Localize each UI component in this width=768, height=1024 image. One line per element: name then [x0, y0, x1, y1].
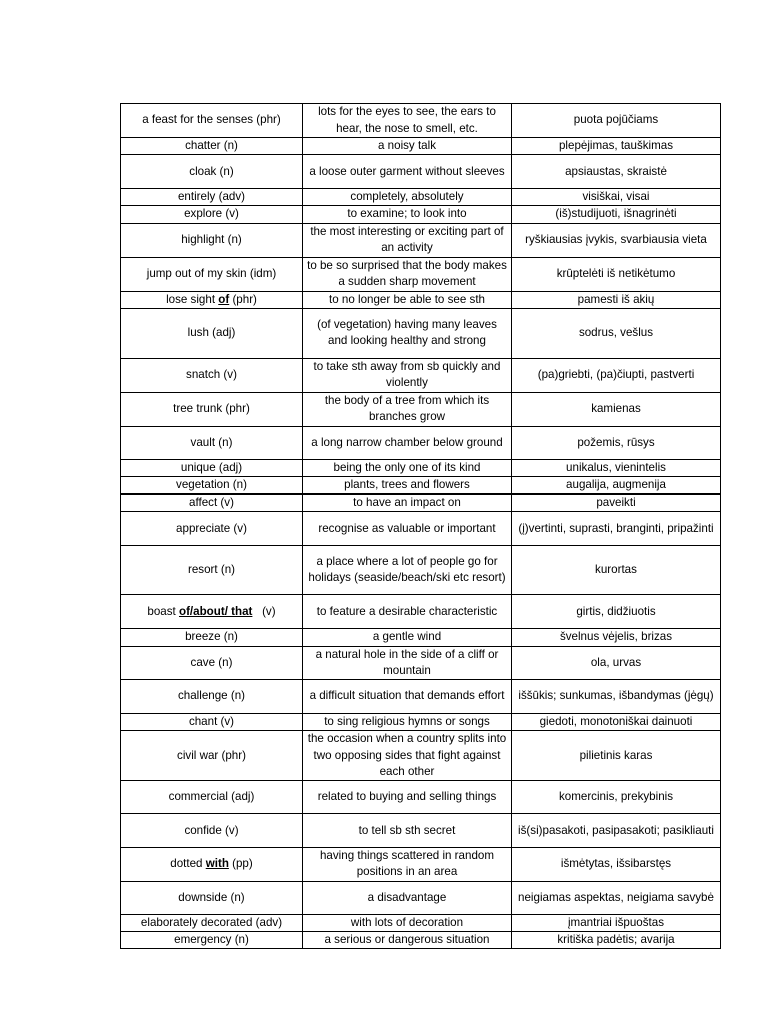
translation-cell: giedoti, monotoniškai dainuoti	[512, 714, 721, 731]
term-cell: entirely (adv)	[121, 189, 303, 206]
table-row	[121, 646, 721, 679]
table-row	[121, 629, 721, 646]
term-cell: unique (adj)	[121, 459, 303, 476]
definition-cell: plants, trees and flowers	[303, 477, 512, 495]
vocabulary-table-body	[121, 104, 721, 949]
table-row	[121, 881, 721, 914]
term-preposition: of	[218, 292, 230, 306]
translation-cell: plepėjimas, tauškimas	[512, 138, 721, 155]
definition-cell: (of vegetation) having many leaves and looking healthy and strong	[303, 308, 512, 358]
term-cell: tree trunk (phr)	[121, 392, 303, 426]
term-cell: vegetation (n)	[121, 477, 303, 495]
term-cell: a feast for the senses (phr)	[121, 104, 303, 138]
term-cell: lush (adj)	[121, 308, 303, 358]
translation-cell: kurortas	[512, 546, 721, 595]
translation-cell: požemis, rūsys	[512, 426, 721, 459]
translation-cell: (pa)griebti, (pa)čiupti, pastverti	[512, 358, 721, 392]
table-row	[121, 138, 721, 155]
term-cell: highlight (n)	[121, 223, 303, 257]
term-cell: vault (n)	[121, 426, 303, 459]
translation-cell: puota pojūčiams	[512, 104, 721, 138]
term-cell	[121, 291, 303, 308]
translation-cell: įmantriai išpuoštas	[512, 914, 721, 931]
definition-cell: having things scattered in random positions in an area	[303, 848, 512, 881]
translation-cell: ola, urvas	[512, 646, 721, 679]
translation-cell: ryškiausias įvykis, svarbiausia vieta	[512, 223, 721, 257]
definition-cell: related to buying and selling things	[303, 781, 512, 814]
definition-cell: the occasion when a country splits into two opposing sides that fight against each other	[303, 731, 512, 781]
table-row	[121, 595, 721, 629]
translation-cell: augalija, augmenija	[512, 477, 721, 495]
definition-cell: a serious or dangerous situation	[303, 931, 512, 948]
term-part-of-speech: (pp)	[228, 857, 253, 871]
table-row	[121, 477, 721, 495]
definition-cell: lots for the eyes to see, the ears to hear, the nose to smell, etc.	[303, 104, 512, 138]
table-row	[121, 714, 721, 731]
definition-cell: to no longer be able to see sth	[303, 291, 512, 308]
term-cell: chatter (n)	[121, 138, 303, 155]
definition-cell: the body of a tree from which its branches grow	[303, 392, 512, 426]
definition-cell: with lots of decoration	[303, 914, 512, 931]
translation-cell: girtis, didžiuotis	[512, 595, 721, 629]
table-row	[121, 189, 721, 206]
translation-cell: pilietinis karas	[512, 731, 721, 781]
translation-cell: paveikti	[512, 494, 721, 512]
definition-cell: to tell sb sth secret	[303, 814, 512, 848]
definition-cell: to feature a desirable characteristic	[303, 595, 512, 629]
table-row	[121, 223, 721, 257]
term-cell: cave (n)	[121, 646, 303, 679]
definition-cell: a long narrow chamber below ground	[303, 426, 512, 459]
translation-cell: krūptelėti iš netikėtumo	[512, 257, 721, 291]
table-row	[121, 257, 721, 291]
table-row	[121, 814, 721, 848]
term-text: lose sight	[166, 292, 219, 306]
term-cell	[121, 595, 303, 629]
table-row	[121, 731, 721, 781]
translation-cell: iš(si)pasakoti, pasipasakoti; pasikliauti	[512, 814, 721, 848]
term-preposition: with	[205, 857, 229, 871]
translation-cell: sodrus, vešlus	[512, 308, 721, 358]
translation-cell: visiškai, visai	[512, 189, 721, 206]
translation-cell: pamesti iš akių	[512, 291, 721, 308]
translation-cell: išmėtytas, išsibarstęs	[512, 848, 721, 881]
term-cell: snatch (v)	[121, 358, 303, 392]
translation-cell: (į)vertinti, suprasti, branginti, pripažinti	[512, 512, 721, 546]
definition-cell: a place where a lot of people go for holidays (seaside/beach/ski etc resort)	[303, 546, 512, 595]
table-row	[121, 426, 721, 459]
translation-cell: unikalus, vienintelis	[512, 459, 721, 476]
table-row	[121, 546, 721, 595]
term-cell: civil war (phr)	[121, 731, 303, 781]
definition-cell: a difficult situation that demands effort	[303, 680, 512, 714]
table-row	[121, 914, 721, 931]
term-cell: downside (n)	[121, 881, 303, 914]
term-cell: elaborately decorated (adv)	[121, 914, 303, 931]
term-cell: affect (v)	[121, 494, 303, 512]
term-cell: chant (v)	[121, 714, 303, 731]
definition-cell: recognise as valuable or important	[303, 512, 512, 546]
translation-cell: komercinis, prekybinis	[512, 781, 721, 814]
table-row	[121, 291, 721, 308]
term-cell: commercial (adj)	[121, 781, 303, 814]
translation-cell: (iš)studijuoti, išnagrinėti	[512, 206, 721, 223]
table-row	[121, 308, 721, 358]
definition-cell: completely, absolutely	[303, 189, 512, 206]
table-row	[121, 459, 721, 476]
table-row	[121, 931, 721, 948]
translation-cell: kamienas	[512, 392, 721, 426]
table-row	[121, 392, 721, 426]
table-row	[121, 155, 721, 189]
definition-cell: a natural hole in the side of a cliff or mountain	[303, 646, 512, 679]
term-cell: breeze (n)	[121, 629, 303, 646]
definition-cell: a disadvantage	[303, 881, 512, 914]
definition-cell: the most interesting or exciting part of an activity	[303, 223, 512, 257]
definition-cell: a loose outer garment without sleeves	[303, 155, 512, 189]
definition-cell: being the only one of its kind	[303, 459, 512, 476]
table-row	[121, 358, 721, 392]
definition-cell: to have an impact on	[303, 494, 512, 512]
term-cell	[121, 848, 303, 881]
definition-cell: to sing religious hymns or songs	[303, 714, 512, 731]
term-part-of-speech: (phr)	[229, 292, 257, 306]
table-row	[121, 781, 721, 814]
term-cell: jump out of my skin (idm)	[121, 257, 303, 291]
table-row	[121, 680, 721, 714]
term-cell: emergency (n)	[121, 931, 303, 948]
definition-cell: to be so surprised that the body makes a sudden sharp movement	[303, 257, 512, 291]
term-cell: challenge (n)	[121, 680, 303, 714]
term-text: dotted	[170, 857, 206, 871]
term-text: boast	[147, 604, 179, 618]
term-part-of-speech: (v)	[252, 604, 276, 618]
term-cell: confide (v)	[121, 814, 303, 848]
translation-cell: apsiaustas, skraistė	[512, 155, 721, 189]
table-row	[121, 206, 721, 223]
table-row	[121, 104, 721, 138]
translation-cell: neigiamas aspektas, neigiama savybė	[512, 881, 721, 914]
definition-cell: a gentle wind	[303, 629, 512, 646]
definition-cell: to examine; to look into	[303, 206, 512, 223]
translation-cell: švelnus vėjelis, brizas	[512, 629, 721, 646]
table-row	[121, 512, 721, 546]
definition-cell: to take sth away from sb quickly and violently	[303, 358, 512, 392]
term-cell: resort (n)	[121, 546, 303, 595]
definition-cell: a noisy talk	[303, 138, 512, 155]
translation-cell: kritiška padėtis; avarija	[512, 931, 721, 948]
translation-cell: iššūkis; sunkumas, išbandymas (jėgų)	[512, 680, 721, 714]
term-preposition: of/about/ that	[178, 604, 253, 618]
term-cell: cloak (n)	[121, 155, 303, 189]
term-cell: appreciate (v)	[121, 512, 303, 546]
table-row	[121, 494, 721, 512]
vocabulary-table	[120, 103, 721, 949]
term-cell: explore (v)	[121, 206, 303, 223]
table-row	[121, 848, 721, 881]
